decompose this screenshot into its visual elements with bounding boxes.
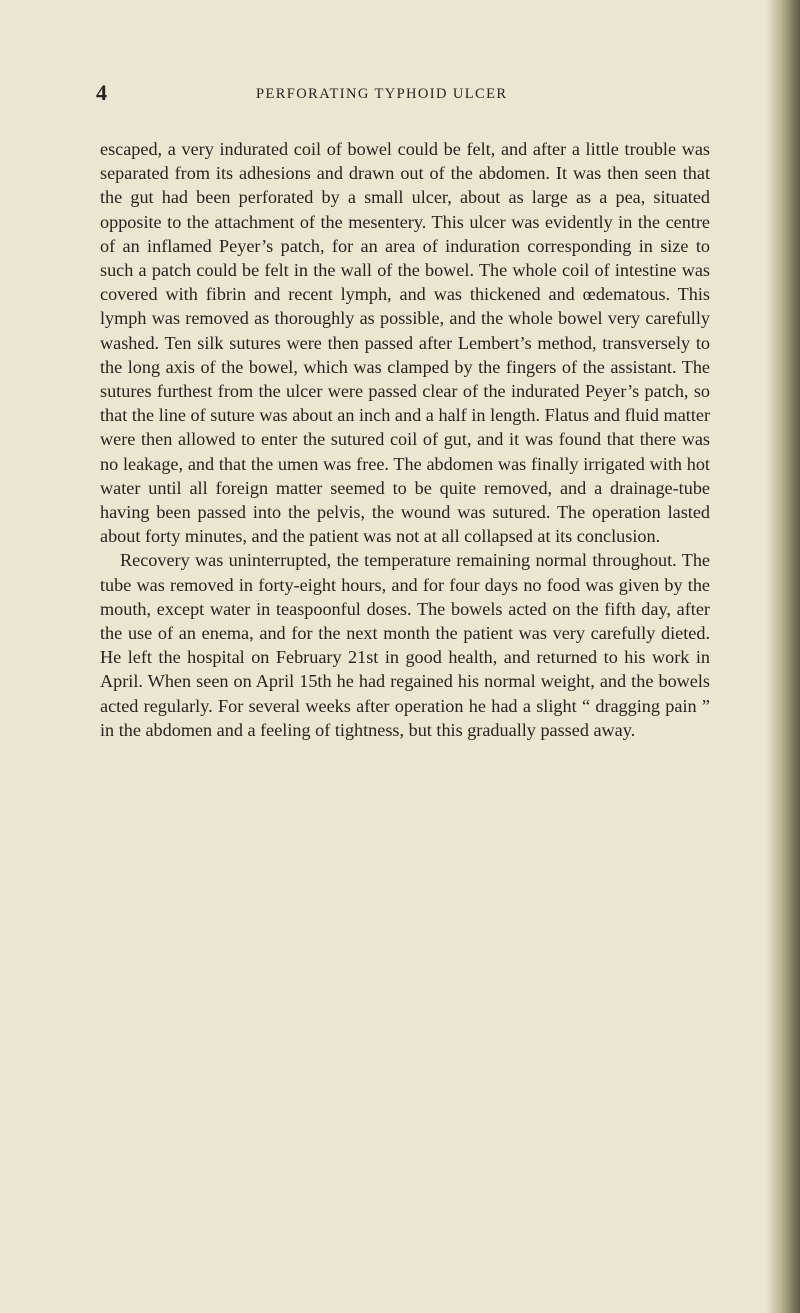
page-number: 4 [96,80,107,105]
body-text [100,137,710,742]
page-edge-shadow [766,0,800,1313]
running-head: PERFORATING TYPHOID ULCER [256,86,508,102]
page-header [96,80,766,106]
paragraph-continuation: escaped, a very indurated coil of bowel could be felt, and after a little trouble was separated from its adhesions and drawn out of the abdomen. It was then seen that the gut had been perforated by a small ulcer, about as large as a pea, situated opposite to the attachment of the mesentery. This ulcer was evidently in the centre of an inflamed Peyer’s patch, for an area of induration corresponding in size to such a patch could be felt in the wall of the bowel. The whole coil of intestine was covered with fibrin and recent lymph, and was thickened and œdematous. This lymph was removed as thoroughly as possible, and the whole bowel very carefully washed. Ten silk sutures were then passed after Lembert’s method, transversely to the long axis of the bowel, which was clamped by the fingers of the assistant. The sutures furthest from the ulcer were passed clear of the indurated Peyer’s patch, so that the line of suture was about an inch and a half in length. Flatus and fluid matter were then allowed to enter the sutured coil of gut, and it was found that there was no leakage, and that the umen was free. The abdomen was finally irrigated with hot water until all foreign matter seemed to be quite removed, and a drainage-tube having been passed into the pelvis, the wound was sutured. The operation lasted about forty minutes, and the patient was not at all collapsed at its conclusion. [100,139,710,547]
paragraph-recovery: Recovery was uninterrupted, the temperature remaining normal throughout. The tube was removed in forty-eight hours, and for four days no food was given by the mouth, except water in teaspoonful doses. The bowels acted on the fifth day, after the use of an enema, and for the next month the patient was very carefully dieted. He left the hospital on February 21st in good health, and returned to his work in April. When seen on April 15th he had regained his normal weight, and the bowels acted regularly. For several weeks after operation he had a slight “ dragging pain ” in the abdomen and a feeling of tightness, but this gradually passed away. [100,550,710,740]
